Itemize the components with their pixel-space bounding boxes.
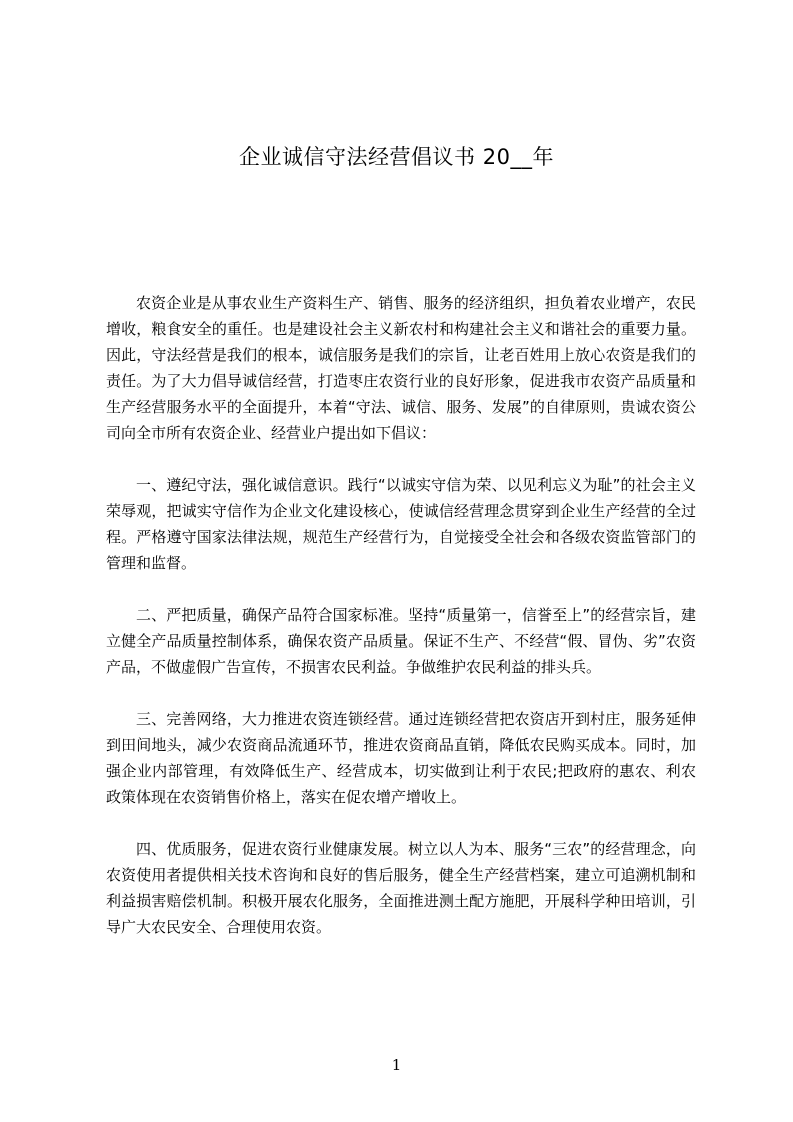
page-number: 1 <box>391 1056 402 1074</box>
paragraph-network: 三、完善网络，大力推进农资连锁经营。通过连锁经营把农资店开到村庄，服务延伸到田间地头，减少农资商品流通环节，推进农资商品直销，降低农民购买成本。同时，加强企业内部管理，有效降低生产、经营成本，切实做到让利于农民;把政府的惠农、利农政策体现在农资销售价格上，落实在促农增产增收上。 <box>106 710 696 806</box>
document-body <box>106 290 696 966</box>
intro-paragraph: 农资企业是从事农业生产资料生产、销售、服务的经济组织，担负着农业增产，农民增收，粮食安全的重任。也是建设社会主义新农村和构建社会主义和谐社会的重要力量。因此，守法经营是我们的根本，诚信服务是我们的宗旨，让老百姓用上放心农资是我们的责任。为了大力倡导诚信经营，打造枣庄农资行业的良好形象，促进我市农资产品质量和生产经营服务水平的全面提升，本着“守法、诚信、服务、发展”的自律原则，贵诚农资公司向全市所有农资企业、经营业户提出如下倡议： <box>106 294 696 442</box>
paragraph-service: 四、优质服务，促进农资行业健康发展。树立以人为本、服务“三农”的经营理念，向农资使用者提供相关技术咨询和良好的售后服务，健全生产经营档案，建立可追溯机制和利益损害赔偿机制。积极开展农化服务，全面推进测土配方施肥，开展科学种田培训，引导广大农民安全、合理使用农资。 <box>106 840 696 936</box>
paragraph-quality: 二、严把质量，确保产品符合国家标准。坚持“质量第一，信誉至上”的经营宗旨，建立健全产品质量控制体系，确保农资产品质量。保证不生产、不经营“假、冒伪、劣”农资产品，不做虚假广告宣传，不损害农民利益。争做维护农民利益的排头兵。 <box>106 606 696 676</box>
paragraph-law-compliance: 一、遵纪守法，强化诚信意识。践行“以诚实守信为荣、以见利忘义为耻”的社会主义荣辱观，把诚实守信作为企业文化建设核心，使诚信经营理念贯穿到企业生产经营的全过程。严格遵守国家法律法规，规范生产经营行为，自觉接受全社会和各级农资监管部门的管理和监督。 <box>106 476 696 572</box>
document-title: 企业诚信守法经营倡议书 20__年 <box>239 145 554 169</box>
